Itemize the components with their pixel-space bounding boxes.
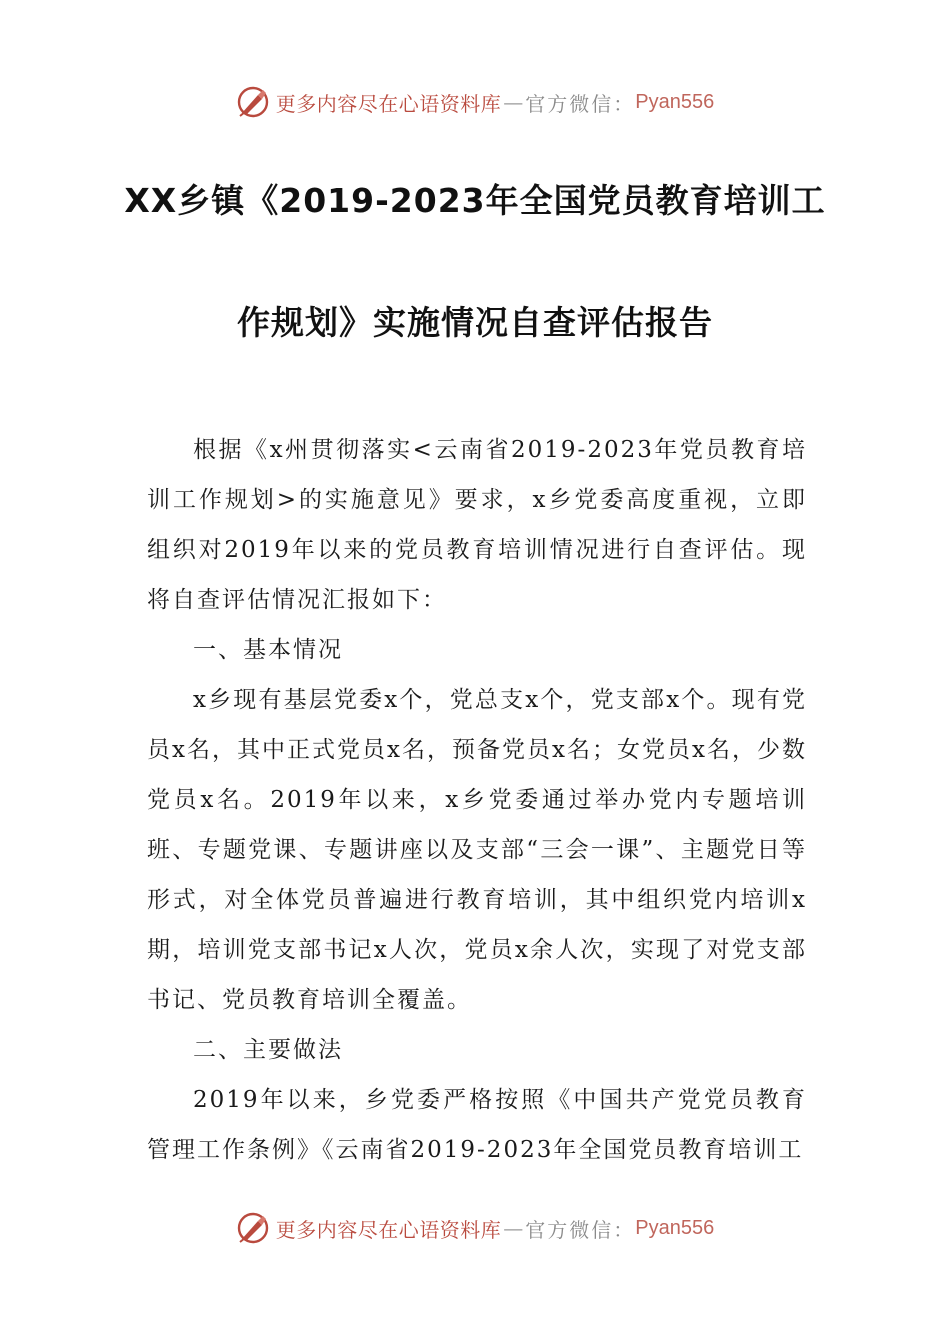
banner-wechat-id: Pyan556	[635, 1216, 715, 1239]
document-title-line-1: XX乡镇《2019-2023年全国党员教育培训工	[124, 181, 826, 220]
banner-dash: —	[503, 1216, 524, 1240]
banner-wechat-id: Pyan556	[635, 90, 715, 113]
top-watermark-banner	[0, 82, 950, 122]
document-title-line-2: 作规划》实施情况自查评估报告	[237, 303, 713, 342]
pen-logo-icon	[236, 1211, 270, 1245]
pen-logo-icon	[236, 85, 270, 119]
intro-paragraph: 根据《x州贯彻落实<云南省2019-2023年党员教育培训工作规划>的实施意见》要求，x乡党委高度重视，立即组织对2019年以来的党员教育培训情况进行自查评估。现将自查评估情况汇报如下：	[147, 437, 807, 613]
section1-heading: 一、基本情况	[193, 637, 343, 663]
document-body	[147, 425, 807, 1175]
banner-text: 更多内容尽在心语资料库	[275, 1217, 502, 1242]
section2-paragraph: 2019年以来，乡党委严格按照《中国共产党党员教育管理工作条例》《云南省2019-2023年全国党员教育培训工	[147, 1087, 807, 1163]
bottom-watermark-banner	[0, 1208, 950, 1248]
banner-wechat-label: 官方微信：	[525, 91, 636, 116]
section2-heading: 二、主要做法	[193, 1037, 343, 1063]
banner-text: 更多内容尽在心语资料库	[275, 91, 502, 116]
section1-paragraph: x乡现有基层党委x个，党总支x个，党支部x个。现有党员x名，其中正式党员x名，预备党员x名；女党员x名，少数党员x名。2019年以来，x乡党委通过举办党内专题培训班、专题党课、专题讲座以及支部“三会一课”、主题党日等形式，对全体党员普遍进行教育培训，其中组织党内培训x期，培训党支部书记x人次，党员x余人次，实现了对党支部书记、党员教育培训全覆盖。	[147, 687, 807, 1013]
banner-wechat-label: 官方微信：	[525, 1217, 636, 1242]
banner-dash: —	[503, 90, 524, 114]
